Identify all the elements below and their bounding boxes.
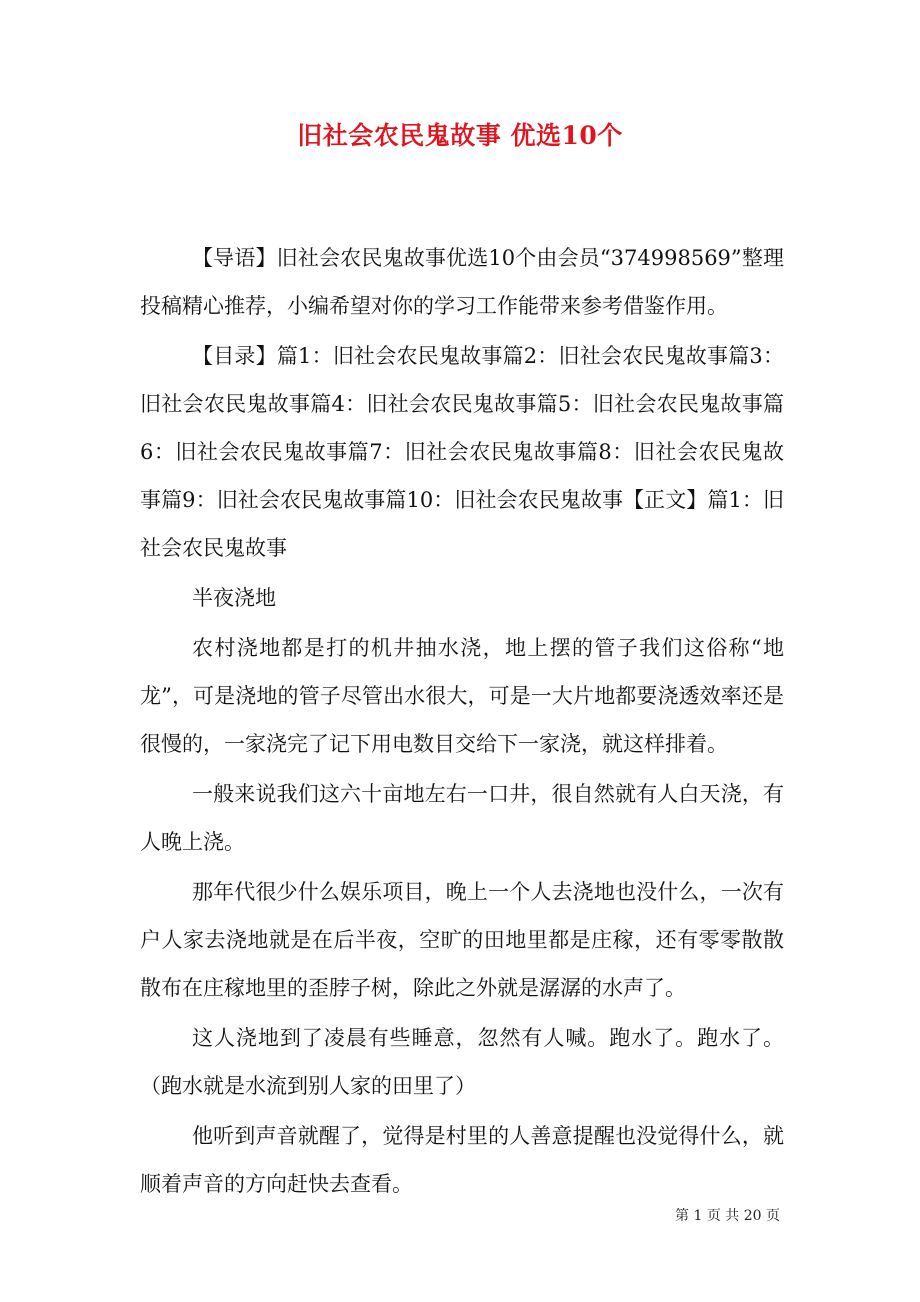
document-title: 旧社会农民鬼故事 优选10个 (297, 121, 623, 150)
paragraph: 他听到声音就醒了，觉得是村里的人善意提醒也没觉得什么，就顺着声音的方向赶快去查看。 (140, 1124, 784, 1196)
paragraph: 那年代很少什么娱乐项目，晚上一个人去浇地也没什么，一次有户人家去浇地就是在后半夜，空旷的田地里都是庄稼，还有零零散散散布在庄稼地里的歪脖子树，除此之外就是潺潺的水声了。 (140, 880, 784, 1000)
page-number-footer: 第 1 页 共 20 页 (675, 1208, 780, 1224)
paragraph: 这人浇地到了凌晨有些睡意，忽然有人喊。跑水了。跑水了。（跑水就是水流到别人家的田里了） (140, 1026, 784, 1098)
paragraph: 一般来说我们这六十亩地左右一口井，很自然就有人白天浇，有人晚上浇。 (140, 782, 784, 854)
paragraph-subtitle: 半夜浇地 (192, 586, 276, 610)
paragraph: 农村浇地都是打的机井抽水浇，地上摆的管子我们这俗称“地龙”，可是浇地的管子尽管出水很大，可是一大片地都要浇透效率还是很慢的，一家浇完了记下用电数目交给下一家浇，就这样排着。 (140, 636, 784, 756)
paragraph-intro: 【导语】旧社会农民鬼故事优选10个由会员“374998569”整理投稿精心推荐，小编希望对你的学习工作能带来参考借鉴作用。 (140, 246, 784, 318)
paragraph-toc: 【目录】篇1：旧社会农民鬼故事篇2：旧社会农民鬼故事篇3：旧社会农民鬼故事篇4：旧社会农民鬼故事篇5：旧社会农民鬼故事篇6：旧社会农民鬼故事篇7：旧社会农民鬼故事篇8：旧社会农民鬼故事篇9：旧社会农民鬼故事篇10：旧社会农民鬼故事【正文】篇1：旧社会农民鬼故事 (140, 344, 784, 560)
document-body (140, 234, 784, 1210)
